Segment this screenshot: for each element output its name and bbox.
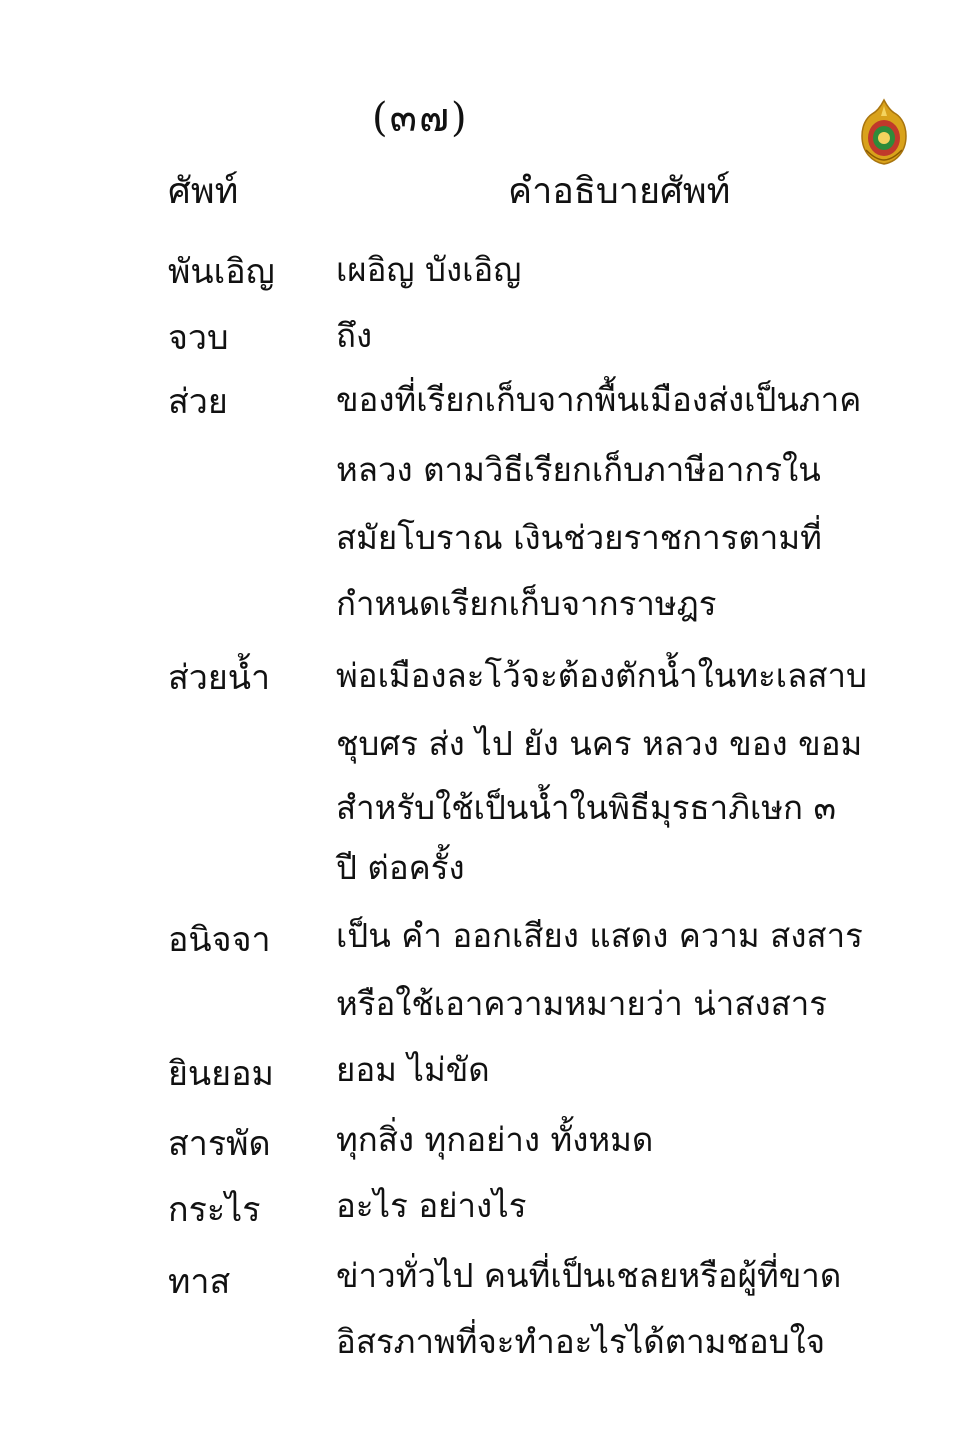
glossary-definition-line: สำหรับใช้เป็นน้ำในพิธีมุรธาภิเษก ๓ (336, 788, 837, 827)
glossary-definition-line: ถึง (336, 316, 373, 355)
glossary-term: อนิจจา (168, 920, 271, 960)
glossary-definition-line: ยอม ไม่ขัด (336, 1050, 490, 1089)
glossary-term: ทาส (168, 1262, 231, 1302)
glossary-term: ยินยอม (168, 1054, 274, 1094)
glossary-definition-line: พ่อเมืองละโว้จะต้องตักน้ำในทะเลสาบ (336, 656, 867, 695)
glossary-definition-line: อิสรภาพที่จะทำอะไรได้ตามชอบใจ (336, 1322, 826, 1361)
glossary-definition-line: สมัยโบราณ เงินช่วยราชการตามที่ (336, 518, 822, 557)
glossary-term: ส่วย (168, 382, 228, 422)
glossary-term: ส่วยน้ำ (168, 658, 271, 698)
glossary-definition-line: ปี ต่อครั้ง (336, 848, 465, 887)
glossary-term: กระไร (168, 1190, 261, 1230)
header-term: ศัพท์ (168, 171, 239, 212)
glossary-definition-line: ของที่เรียกเก็บจากพื้นเมืองส่งเป็นภาค (336, 380, 862, 419)
glossary-term: สารพัด (168, 1124, 271, 1164)
page-number: (๓๗) (372, 95, 469, 141)
glossary-definition-line: ชุบศร ส่ง ไป ยัง นคร หลวง ของ ขอม (336, 724, 863, 763)
glossary-definition-line: ข่าวทั่วไป คนที่เป็นเชลยหรือผู้ที่ขาด (336, 1256, 842, 1295)
glossary-definition-line: ทุกสิ่ง ทุกอย่าง ทั้งหมด (336, 1120, 654, 1159)
glossary-definition-line: อะไร อย่างไร (336, 1186, 527, 1225)
glossary-definition-line: เผอิญ บังเอิญ (336, 250, 522, 289)
glossary-definition-line: หลวง ตามวิธีเรียกเก็บภาษีอากรใน (336, 450, 821, 489)
header-definition: คำอธิบายศัพท์ (508, 171, 731, 212)
glossary-term: จวบ (168, 318, 229, 358)
glossary-definition-line: เป็น คำ ออกเสียง แสดง ความ สงสาร (336, 916, 863, 955)
glossary-term: พันเอิญ (168, 252, 275, 292)
glossary-definition-line: หรือใช้เอาความหมายว่า น่าสงสาร (336, 984, 827, 1023)
glossary-definition-line: กำหนดเรียกเก็บจากราษฎร (336, 584, 717, 623)
